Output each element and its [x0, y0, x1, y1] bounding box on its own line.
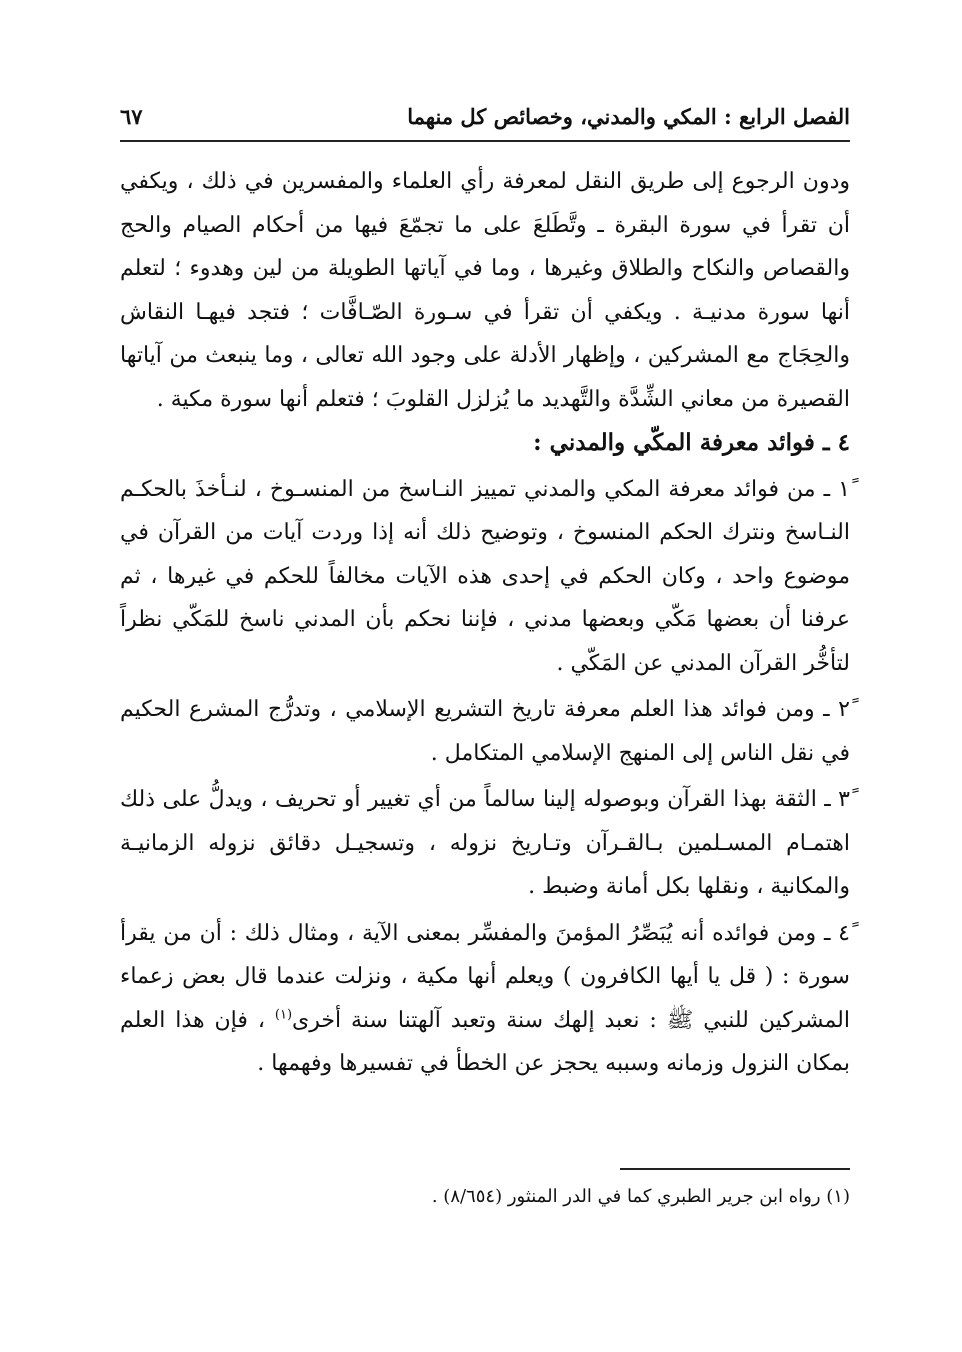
- intro-paragraph: ودون الرجوع إلى طريق النقل لمعرفة رأي العلماء والمفسرين في ذلك ، ويكفي أن تقرأ في سورة البقرة ـ وتَّطَلعَ على ما تجمّعَ فيها من أحكام الصيام والحج والقصاص والنكاح والطلاق وغيرها ، وما في آياتها الطويلة من لين وهدوء ؛ لتعلم أنها سورة مدنيـة . ويكفي أن تقرأ في سـورة الصّـافَّات ؛ فتجد فيهـا النقاش والحِجَاج مع المشركين ، وإظهار الأدلة على وجود الله تعالى ، وما ينبعث من آياتها القصيرة من معاني الشِّدَّة والتَّهديد ما يُزلزل القلوبَ ؛ فتعلم أنها سورة مكية .: [120, 169, 850, 412]
- section-heading: ٤ ـ فوائد معرفة المكّي والمدني :: [533, 429, 850, 456]
- benefit-point-4-text-a: ٤ً ـ ومن فوائده أنه يُبَصِّرُ المؤمنَ والمفسِّر بمعنى الآية ، ومثال ذلك : أن من يقرأ سورة : ( قل يا أيها الكافرون ) ويعلم أنها مكية ، ونزلت عندما قال بعض زعماء المشركين للنبي ﷺ : نعبد إلهك سنة وتعبد آلهتنا سنة أخرى: [120, 920, 850, 1033]
- benefit-point-4: [120, 912, 850, 1086]
- running-header: [120, 96, 850, 136]
- benefit-point-3: ٣ً ـ الثقة بهذا القرآن وبوصوله إلينا سالماً من أي تغيير أو تحريف ، ويدلُّ على ذلك اهتمـام المسـلمين بـالقـرآن وتـاريخ نزوله ، وتسجيـل دقائق نزوله الزمانيـة والمكانية ، ونقلها بكل أمانة وضبط .: [120, 787, 850, 899]
- footnote: (١) رواه ابن جرير الطبري كما في الدر المنثور (٨/٦٥٤) .: [431, 1186, 850, 1207]
- benefit-point-4-text-b: ، فإن هذا العلم بمكان النزول وزمانه وسببه يحجز عن الخطأ في تفسيرها وفهمها .: [120, 1007, 850, 1076]
- benefit-point-1: ١ً ـ من فوائد معرفة المكي والمدني تمييز النـاسخ من المنسـوخ ، لنـأخذَ بالحكـم النـاسخ ونترك الحكم المنسوخ ، وتوضيح ذلك أنه إذا وردت آيات من القرآن في موضوع واحد ، وكان الحكم في إحدى هذه الآيات مخالفاً للحكم في غيرها ، ثم عرفنا أن بعضها مَكّي وبعضها مدني ، فإننا نحكم بأن المدني ناسخ للمَكّي نظراً لتأخُّر القرآن المدني عن المَكّي .: [120, 476, 850, 676]
- chapter-title: الفصل الرابع : المكي والمدني، وخصائص كل منهما: [407, 103, 850, 129]
- header-divider: [120, 140, 850, 142]
- footnote-divider: [620, 1168, 850, 1170]
- main-text: [120, 160, 850, 1086]
- benefit-point-2: ٢ً ـ ومن فوائد هذا العلم معرفة تاريخ التشريع الإسلامي ، وتدرُّج المشرع الحكيم في نقل الناس إلى المنهج الإسلامي المتكامل .: [120, 697, 850, 766]
- footnote-marker: (١): [274, 1007, 293, 1023]
- page-number: ٦٧: [120, 103, 143, 129]
